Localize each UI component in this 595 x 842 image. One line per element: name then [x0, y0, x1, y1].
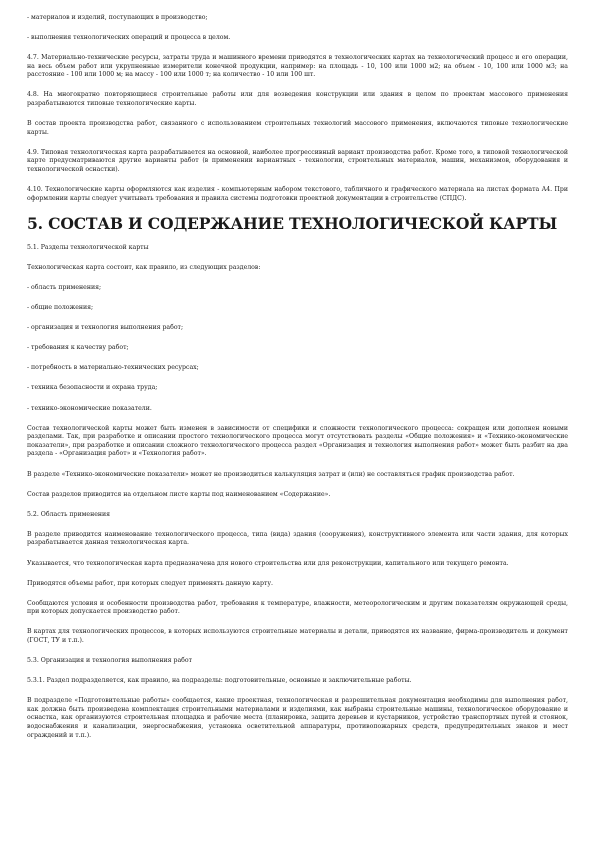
paragraph: 4.7. Материально-технические ресурсы, затраты труда и машинного времени приводятся в технологических картах на технологический процесс и его операции, на весь объем работ или укрупненные измерители конечной продукции, например: на площадь - 10, 100 или 1000 м2; на объем - 10, 100 или 1000 м3; на расстояние - 100 или 1000 м; на массу - 100 или 1000 т; на количество - 10 или 100 шт. — [27, 54, 568, 79]
paragraph: 4.10. Технологические карты оформляются как изделия - компьютерным набором текстового, табличного и графического материала на листах формата А4. При оформлении карты следует учитывать требования и правила системы подготовки проектной документации в строительстве (СПДС). — [27, 186, 568, 202]
paragraph: В разделе «Технико-экономические показатели» может не производиться калькуляция затрат и (или) не составляться график производства работ. — [27, 470, 515, 478]
paragraph: 4.8. На многократно повторяющиеся строительные работы или для возведения конструкции или здания в целом по проектам массового применения разрабатываются типовые технологические карты. — [27, 91, 568, 108]
paragraph: - потребность в материально-технических ресурсах; — [27, 364, 199, 372]
paragraph: - технико-экономические показатели. — [27, 404, 152, 412]
paragraph: 5.3. Организация и технология выполнения работ — [27, 657, 193, 665]
paragraph: - техника безопасности и охрана труда; — [27, 384, 158, 392]
paragraph: - область применения; — [27, 284, 102, 291]
paragraph: 5.2. Область применения — [27, 510, 111, 518]
paragraph: Состав технологической карты может быть изменен в зависимости от специфики и сложности технологического процесса: сокращен или дополнен новыми разделами. Так, при разработке и описании простого технологического процесса могут отсутствовать разделы «Общие положения» и «Технико-экономические показатели», при разработке и описании сложного технологического процесса раздел «Организация и технология выполнения работ» может быть разбит на два раздела - «Организация работ» и «Технология работ». — [27, 424, 568, 458]
paragraph: 5.3.1. Раздел подразделяется, как правило, на подразделы: подготовительные, основные и заключительные работы. — [27, 677, 412, 685]
paragraph: Технологическая карта состоит, как правило, из следующих разделов: — [27, 263, 261, 271]
paragraph: 4.9. Типовая технологическая карта разрабатывается на основной, наиболее прогрессивный вариант производства работ. Кроме того, в типовой технологической карте предусматриваются другие варианты работ (в применении вариантных - технологии, строительных материалов, машин, механизмов, оборудования и технологической оснастки). — [27, 148, 568, 174]
paragraph: - материалов и изделий, поступающих в производство; — [27, 14, 208, 21]
paragraph: В состав проекта производства работ, связанного с использованием строительных технологий массового применения, включаются типовые технологические карты. — [27, 120, 568, 136]
paragraph: Сообщаются условия и особенности производства работ, требования к температуре, влажности, метеорологическим и другим показателям окружающей среды, при которых допускается производство работ. — [27, 599, 568, 616]
paragraph: В разделе приводится наименование технологического процесса, типа (вида) здания (сооружения), конструктивного элемента или части здания, для которых разрабатывается данная технологическая карта. — [27, 530, 568, 547]
paragraph: - общие положения; — [27, 304, 94, 312]
paragraph: В подразделе «Подготовительные работы» сообщается, какие проектная, технологическая и разрешительная документация необходимы для выполнения работ, как должна быть произведена комплектация строительными материалами и изделиями, как выбраны строительные машины, технологическое оборудование и оснастка, как организуются строительная площадка и рабочие места (планировка, защита деревьев и кустарников, устройство транспортных путей и стоянок, водоснабжения и канализации, энергоснабжения, установка осветительной аппаратуры, противопожарных средств, предупредительных знаков и мест ограждений и т.п.). — [27, 697, 568, 739]
paragraph: В картах для технологических процессов, в которых используются строительные материалы и детали, приводятся их название, фирма-производитель и документ (ГОСТ, ТУ и т.п.). — [27, 628, 568, 644]
section-heading: 5. СОСТАВ И СОДЕРЖАНИЕ ТЕХНОЛОГИЧЕСКОЙ КАРТЫ — [27, 213, 557, 233]
paragraph: Указывается, что технологическая карта предназначена для нового строительства или для реконструкции, капитального или текущего ремонта. — [27, 559, 509, 567]
paragraph: - требования к качеству работ; — [27, 344, 129, 352]
paragraph: - выполнения технологических операций и процесса в целом. — [27, 34, 231, 42]
paragraph: Состав разделов приводится на отдельном листе карты под наименованием «Содержание». — [27, 490, 331, 498]
paragraph: - организация и технология выполнения работ; — [27, 324, 184, 332]
paragraph: Приводятся объемы работ, при которых следует применять данную карту. — [27, 579, 273, 587]
paragraph: 5.1. Разделы технологической карты — [27, 243, 149, 251]
